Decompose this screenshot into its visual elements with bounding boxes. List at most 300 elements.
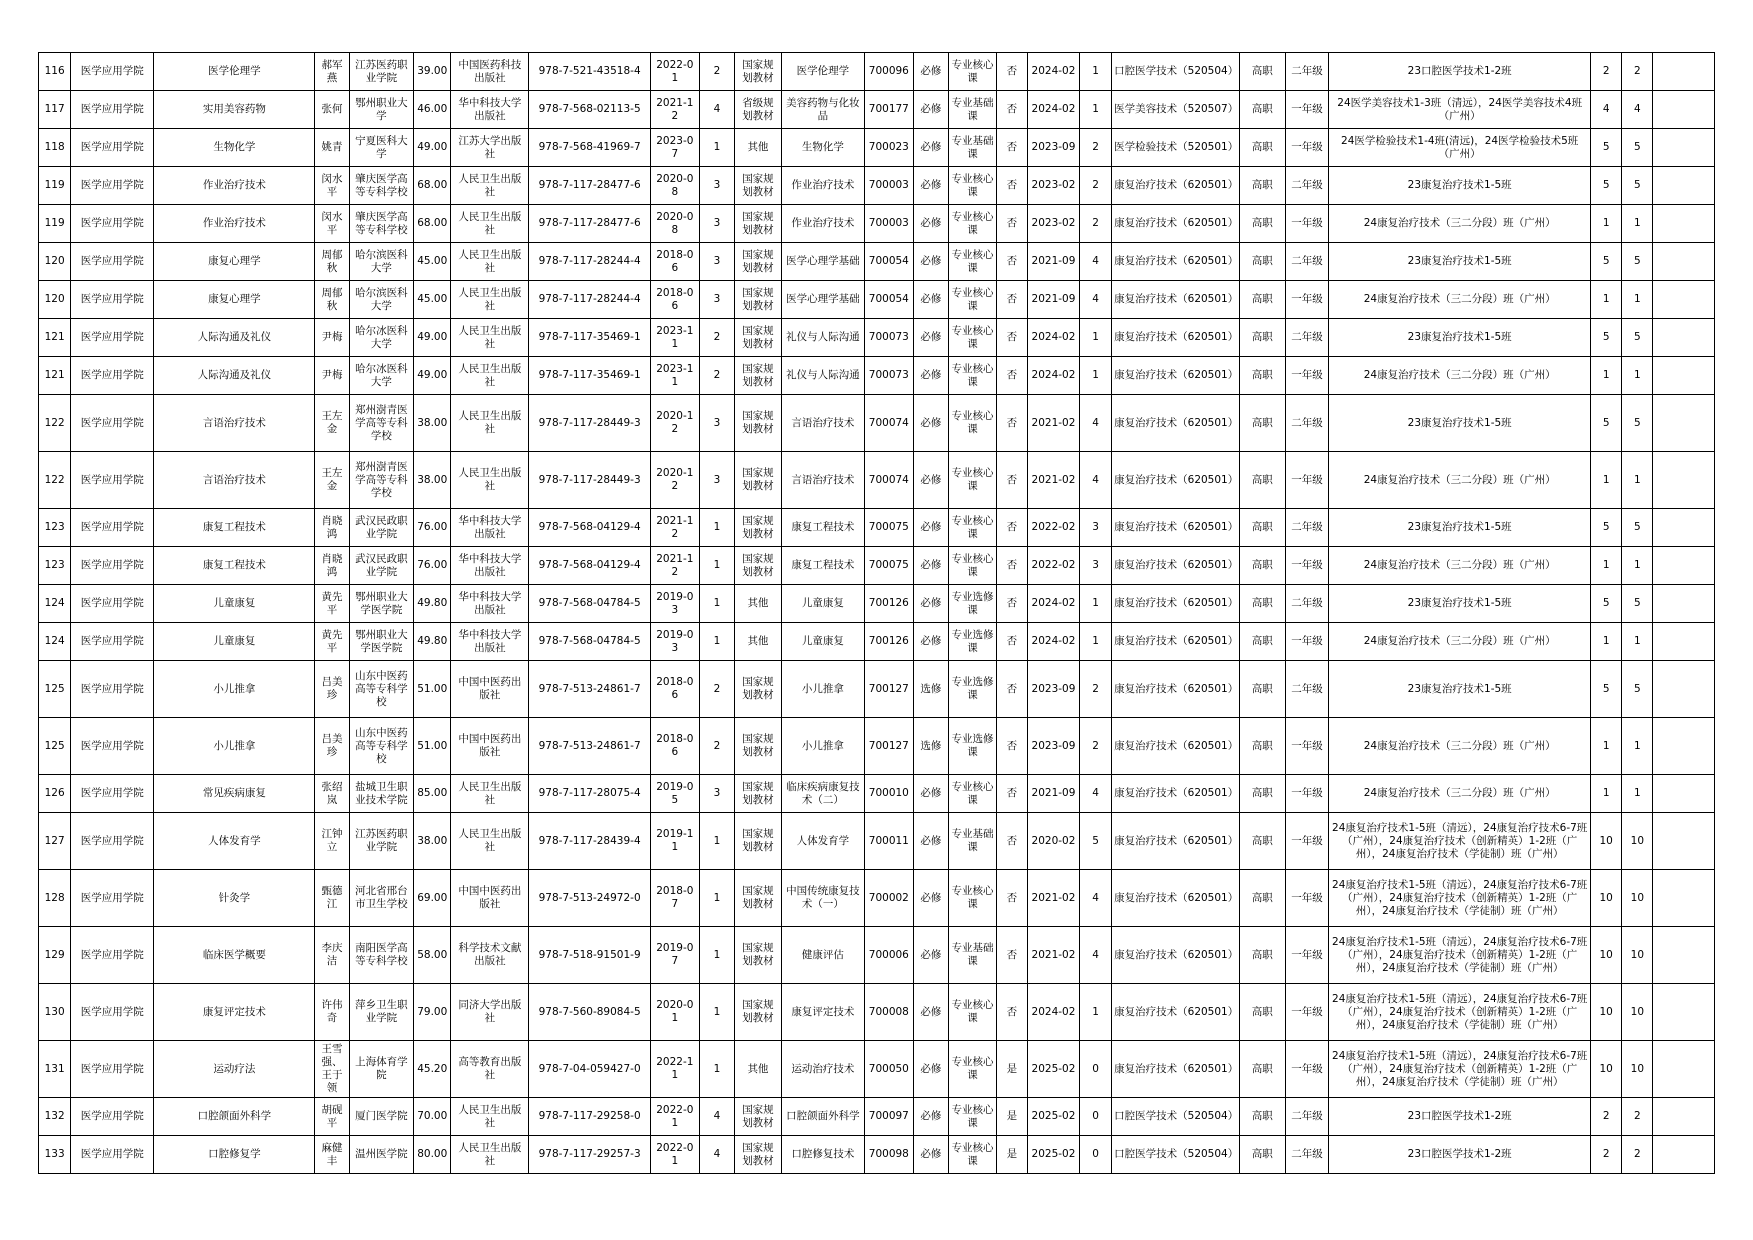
cell-years: 3 [1079,547,1111,585]
cell-college: 医学应用学院 [71,129,154,167]
cell-usedate: 2024-02 [1028,984,1080,1041]
cell-classes: 23康复治疗技术1-5班 [1329,395,1591,452]
cell-n2: 5 [1622,243,1653,281]
cell-price: 49.00 [414,357,451,395]
cell-booktype: 国家规划教材 [735,167,782,205]
cell-years: 1 [1079,585,1111,623]
cell-author: 黄先平 [315,623,349,661]
cell-blank [1653,205,1715,243]
cell-level: 高职 [1239,205,1285,243]
cell-major: 口腔医学技术（520504） [1112,1098,1240,1136]
cell-code: 700075 [864,509,913,547]
cell-isbn: 978-7-117-28244-4 [529,281,651,319]
cell-edition: 3 [699,395,734,452]
cell-no: 119 [39,167,71,205]
cell-college: 医学应用学院 [71,1136,154,1174]
cell-isbn: 978-7-568-04784-5 [529,623,651,661]
cell-category: 专业核心课 [949,357,997,395]
cell-level: 高职 [1239,509,1285,547]
cell-textbook: 口腔修复技术 [781,1136,864,1174]
cell-author: 王左金 [315,395,349,452]
table-row [39,509,1715,547]
table-row [39,319,1715,357]
cell-price: 76.00 [414,547,451,585]
cell-no: 127 [39,813,71,870]
cell-textbook: 小儿推拿 [781,661,864,718]
cell-usedate: 2023-09 [1028,129,1080,167]
cell-major: 医学检验技术（520501） [1112,129,1240,167]
cell-author: 尹梅 [315,357,349,395]
cell-author: 许伟奇 [315,984,349,1041]
cell-price: 58.00 [414,927,451,984]
cell-blank [1653,243,1715,281]
cell-n2: 10 [1622,1041,1653,1098]
cell-major: 口腔医学技术（520504） [1112,1136,1240,1174]
cell-major: 康复治疗技术（620501） [1112,813,1240,870]
cell-level: 高职 [1239,1098,1285,1136]
cell-flag: 否 [996,661,1027,718]
cell-no: 132 [39,1098,71,1136]
cell-req: 必修 [913,775,948,813]
cell-course: 临床医学概要 [154,927,315,984]
table-row [39,775,1715,813]
cell-booktype: 国家规划教材 [735,395,782,452]
cell-usedate: 2022-02 [1028,509,1080,547]
cell-req: 必修 [913,984,948,1041]
cell-n2: 10 [1622,813,1653,870]
cell-usedate: 2024-02 [1028,623,1080,661]
cell-n2: 10 [1622,927,1653,984]
cell-grade: 一年级 [1285,357,1329,395]
cell-major: 康复治疗技术（620501） [1112,452,1240,509]
cell-publisher: 人民卫生出版社 [451,281,529,319]
cell-category: 专业基础课 [949,91,997,129]
cell-classes: 24康复治疗技术（三二分段）班（广州） [1329,281,1591,319]
cell-n2: 1 [1622,357,1653,395]
cell-category: 专业核心课 [949,243,997,281]
cell-req: 必修 [913,870,948,927]
cell-edition: 2 [699,357,734,395]
cell-pubdate: 2022-11 [650,1041,699,1098]
cell-isbn: 978-7-117-28449-3 [529,395,651,452]
cell-category: 专业核心课 [949,205,997,243]
cell-author: 甄德江 [315,870,349,927]
cell-edition: 1 [699,813,734,870]
cell-grade: 一年级 [1285,91,1329,129]
cell-n2: 1 [1622,205,1653,243]
cell-no: 125 [39,718,71,775]
cell-grade: 一年级 [1285,813,1329,870]
cell-textbook: 礼仪与人际沟通 [781,357,864,395]
cell-years: 4 [1079,243,1111,281]
cell-category: 专业核心课 [949,53,997,91]
cell-college: 医学应用学院 [71,775,154,813]
cell-textbook: 临床疾病康复技术（二） [781,775,864,813]
cell-isbn: 978-7-560-89084-5 [529,984,651,1041]
cell-years: 1 [1079,984,1111,1041]
cell-price: 85.00 [414,775,451,813]
cell-level: 高职 [1239,718,1285,775]
table-row [39,167,1715,205]
cell-blank [1653,53,1715,91]
cell-college: 医学应用学院 [71,452,154,509]
cell-publisher: 人民卫生出版社 [451,813,529,870]
cell-course: 儿童康复 [154,585,315,623]
cell-author: 王左金 [315,452,349,509]
cell-pubdate: 2020-01 [650,984,699,1041]
cell-course: 作业治疗技术 [154,205,315,243]
cell-isbn: 978-7-568-04784-5 [529,585,651,623]
cell-category: 专业核心课 [949,167,997,205]
cell-publisher: 同济大学出版社 [451,984,529,1041]
cell-code: 700074 [864,452,913,509]
cell-category: 专业核心课 [949,452,997,509]
cell-course: 康复工程技术 [154,509,315,547]
cell-req: 必修 [913,509,948,547]
table-row [39,395,1715,452]
cell-pubdate: 2022-01 [650,53,699,91]
cell-publisher: 人民卫生出版社 [451,205,529,243]
cell-college: 医学应用学院 [71,661,154,718]
cell-booktype: 其他 [735,129,782,167]
cell-price: 45.20 [414,1041,451,1098]
cell-classes-text: 24康复治疗技术1-5班（清远），24康复治疗技术6-7班（广州），24康复治疗技术（创新精英）1-2班（广州），24康复治疗技术（学徒制）班（广州） [1332,935,1588,974]
cell-grade: 一年级 [1285,623,1329,661]
cell-n1: 1 [1591,205,1622,243]
cell-usedate: 2020-02 [1028,813,1080,870]
cell-unit: 郑州澍青医学高等专科学校 [349,452,413,509]
cell-edition: 1 [699,927,734,984]
cell-major: 康复治疗技术（620501） [1112,281,1240,319]
cell-n1: 1 [1591,775,1622,813]
cell-n1: 5 [1591,319,1622,357]
cell-course: 言语治疗技术 [154,395,315,452]
cell-textbook: 康复工程技术 [781,509,864,547]
cell-blank [1653,661,1715,718]
cell-pubdate: 2020-08 [650,205,699,243]
cell-flag: 否 [996,547,1027,585]
cell-n1: 4 [1591,91,1622,129]
cell-grade: 二年级 [1285,509,1329,547]
cell-classes-text: 24康复治疗技术1-5班（清远），24康复治疗技术6-7班（广州），24康复治疗技术（创新精英）1-2班（广州），24康复治疗技术（学徒制）班（广州） [1332,821,1588,860]
cell-blank [1653,927,1715,984]
cell-price: 45.00 [414,281,451,319]
cell-n2: 4 [1622,91,1653,129]
cell-years: 1 [1079,623,1111,661]
cell-booktype: 其他 [735,623,782,661]
cell-booktype: 国家规划教材 [735,984,782,1041]
cell-course: 康复心理学 [154,243,315,281]
cell-classes [1329,1041,1591,1098]
cell-n2: 2 [1622,1136,1653,1174]
cell-usedate: 2024-02 [1028,53,1080,91]
cell-usedate: 2023-02 [1028,167,1080,205]
cell-no: 119 [39,205,71,243]
cell-isbn: 978-7-513-24861-7 [529,718,651,775]
cell-unit: 宁夏医科大学 [349,129,413,167]
cell-author: 江钟立 [315,813,349,870]
cell-grade: 一年级 [1285,452,1329,509]
cell-booktype: 国家规划教材 [735,243,782,281]
cell-code: 700002 [864,870,913,927]
cell-grade: 二年级 [1285,661,1329,718]
cell-blank [1653,775,1715,813]
cell-author: 李庆洁 [315,927,349,984]
cell-author: 尹梅 [315,319,349,357]
cell-code: 700074 [864,395,913,452]
cell-years: 2 [1079,129,1111,167]
cell-req: 必修 [913,357,948,395]
cell-edition: 4 [699,1098,734,1136]
cell-n1: 1 [1591,452,1622,509]
cell-author: 黄先平 [315,585,349,623]
cell-n2: 1 [1622,623,1653,661]
cell-req: 必修 [913,585,948,623]
cell-code: 700003 [864,205,913,243]
cell-pubdate: 2018-06 [650,661,699,718]
cell-code: 700098 [864,1136,913,1174]
cell-flag: 否 [996,927,1027,984]
cell-n2: 5 [1622,319,1653,357]
cell-req: 必修 [913,623,948,661]
cell-edition: 3 [699,281,734,319]
cell-category: 专业核心课 [949,509,997,547]
cell-code: 700126 [864,623,913,661]
cell-flag: 否 [996,775,1027,813]
cell-flag: 否 [996,718,1027,775]
cell-major: 康复治疗技术（620501） [1112,167,1240,205]
cell-college: 医学应用学院 [71,91,154,129]
cell-grade: 二年级 [1285,1136,1329,1174]
cell-isbn: 978-7-117-29258-0 [529,1098,651,1136]
cell-booktype: 国家规划教材 [735,281,782,319]
cell-category: 专业核心课 [949,1098,997,1136]
cell-publisher: 人民卫生出版社 [451,357,529,395]
cell-n1: 5 [1591,243,1622,281]
table-row [39,1136,1715,1174]
cell-publisher: 华中科技大学出版社 [451,623,529,661]
cell-classes: 24康复治疗技术（三二分段）班（广州） [1329,623,1591,661]
cell-unit: 上海体育学院 [349,1041,413,1098]
cell-years: 3 [1079,509,1111,547]
cell-major: 康复治疗技术（620501） [1112,585,1240,623]
cell-flag: 否 [996,91,1027,129]
cell-category: 专业核心课 [949,870,997,927]
cell-major: 康复治疗技术（620501） [1112,661,1240,718]
cell-n2: 2 [1622,1098,1653,1136]
cell-level: 高职 [1239,585,1285,623]
cell-major: 康复治疗技术（620501） [1112,357,1240,395]
cell-classes: 23康复治疗技术1-5班 [1329,509,1591,547]
cell-req: 必修 [913,547,948,585]
cell-unit: 哈尔滨医科大学 [349,281,413,319]
cell-level: 高职 [1239,53,1285,91]
table-row [39,452,1715,509]
cell-college: 医学应用学院 [71,243,154,281]
cell-unit: 萍乡卫生职业学院 [349,984,413,1041]
cell-usedate: 2023-02 [1028,205,1080,243]
cell-classes: 23口腔医学技术1-2班 [1329,1098,1591,1136]
cell-course: 康复评定技术 [154,984,315,1041]
cell-isbn: 978-7-521-43518-4 [529,53,651,91]
cell-classes: 23康复治疗技术1-5班 [1329,319,1591,357]
cell-unit: 温州医学院 [349,1136,413,1174]
cell-years: 0 [1079,1136,1111,1174]
cell-level: 高职 [1239,452,1285,509]
cell-classes: 24医学检验技术1-4班(清远)，24医学检验技术5班（广州） [1329,129,1591,167]
cell-years: 4 [1079,775,1111,813]
cell-category: 专业选修课 [949,661,997,718]
cell-isbn: 978-7-117-28477-6 [529,205,651,243]
cell-college: 医学应用学院 [71,718,154,775]
cell-classes: 23康复治疗技术1-5班 [1329,243,1591,281]
cell-years: 2 [1079,661,1111,718]
cell-flag: 否 [996,395,1027,452]
cell-no: 123 [39,509,71,547]
cell-textbook: 生物化学 [781,129,864,167]
cell-course: 小儿推拿 [154,661,315,718]
cell-usedate: 2021-09 [1028,243,1080,281]
cell-college: 医学应用学院 [71,927,154,984]
cell-price: 51.00 [414,718,451,775]
cell-flag: 是 [996,1041,1027,1098]
cell-course: 运动疗法 [154,1041,315,1098]
cell-pubdate: 2018-06 [650,281,699,319]
cell-course: 小儿推拿 [154,718,315,775]
cell-publisher: 人民卫生出版社 [451,1098,529,1136]
cell-no: 131 [39,1041,71,1098]
cell-blank [1653,813,1715,870]
cell-college: 医学应用学院 [71,1098,154,1136]
cell-unit: 鄂州职业大学医学院 [349,623,413,661]
cell-category: 专业核心课 [949,547,997,585]
cell-flag: 否 [996,509,1027,547]
cell-pubdate: 2019-03 [650,585,699,623]
cell-edition: 1 [699,870,734,927]
cell-unit: 肇庆医学高等专科学校 [349,167,413,205]
cell-level: 高职 [1239,281,1285,319]
cell-course: 康复心理学 [154,281,315,319]
cell-publisher: 科学技术文献出版社 [451,927,529,984]
cell-textbook: 言语治疗技术 [781,395,864,452]
cell-grade: 一年级 [1285,927,1329,984]
cell-college: 医学应用学院 [71,984,154,1041]
cell-edition: 2 [699,718,734,775]
cell-college: 医学应用学院 [71,167,154,205]
cell-booktype: 国家规划教材 [735,53,782,91]
cell-booktype: 国家规划教材 [735,319,782,357]
cell-category: 专业选修课 [949,718,997,775]
cell-publisher: 人民卫生出版社 [451,1136,529,1174]
cell-n1: 1 [1591,623,1622,661]
table-row [39,357,1715,395]
cell-req: 选修 [913,661,948,718]
cell-unit: 哈尔滨医科大学 [349,243,413,281]
table-row [39,870,1715,927]
cell-code: 700126 [864,585,913,623]
cell-edition: 3 [699,775,734,813]
cell-pubdate: 2023-11 [650,319,699,357]
cell-classes: 24医学美容技术1-3班（清远），24医学美容技术4班（广州） [1329,91,1591,129]
cell-req: 必修 [913,395,948,452]
cell-code: 700008 [864,984,913,1041]
cell-n1: 10 [1591,927,1622,984]
cell-code: 700010 [864,775,913,813]
cell-flag: 否 [996,53,1027,91]
cell-level: 高职 [1239,1136,1285,1174]
cell-isbn: 978-7-117-28244-4 [529,243,651,281]
cell-course: 常见疾病康复 [154,775,315,813]
cell-publisher: 高等教育出版社 [451,1041,529,1098]
cell-textbook: 人体发育学 [781,813,864,870]
cell-category: 专业基础课 [949,813,997,870]
cell-unit: 鄂州职业大学医学院 [349,585,413,623]
cell-level: 高职 [1239,91,1285,129]
cell-isbn: 978-7-117-28449-3 [529,452,651,509]
cell-classes-text: 24康复治疗技术1-5班（清远），24康复治疗技术6-7班（广州），24康复治疗技术（创新精英）1-2班（广州），24康复治疗技术（学徒制）班（广州） [1332,1049,1588,1088]
cell-n2: 10 [1622,870,1653,927]
cell-unit: 盐城卫生职业技术学院 [349,775,413,813]
cell-grade: 一年级 [1285,547,1329,585]
cell-blank [1653,547,1715,585]
cell-level: 高职 [1239,395,1285,452]
cell-grade: 二年级 [1285,53,1329,91]
cell-grade: 一年级 [1285,129,1329,167]
cell-n2: 5 [1622,509,1653,547]
cell-publisher: 江苏大学出版社 [451,129,529,167]
cell-grade: 一年级 [1285,281,1329,319]
cell-blank [1653,281,1715,319]
cell-author: 肖晓鸿 [315,509,349,547]
cell-flag: 否 [996,129,1027,167]
cell-flag: 否 [996,319,1027,357]
cell-n2: 5 [1622,661,1653,718]
cell-unit: 郑州澍青医学高等专科学校 [349,395,413,452]
cell-college: 医学应用学院 [71,547,154,585]
cell-grade: 二年级 [1285,167,1329,205]
cell-category: 专业核心课 [949,395,997,452]
cell-author: 周郁秋 [315,281,349,319]
cell-pubdate: 2023-11 [650,357,699,395]
cell-code: 700073 [864,319,913,357]
cell-req: 必修 [913,1136,948,1174]
cell-grade: 一年级 [1285,718,1329,775]
cell-isbn: 978-7-568-04129-4 [529,509,651,547]
cell-price: 45.00 [414,243,451,281]
cell-years: 1 [1079,91,1111,129]
cell-code: 700075 [864,547,913,585]
cell-major: 康复治疗技术（620501） [1112,984,1240,1041]
cell-price: 38.00 [414,395,451,452]
cell-course: 言语治疗技术 [154,452,315,509]
cell-major: 口腔医学技术（520504） [1112,53,1240,91]
cell-years: 4 [1079,927,1111,984]
cell-booktype: 国家规划教材 [735,927,782,984]
cell-pubdate: 2019-07 [650,927,699,984]
cell-author: 闵水平 [315,167,349,205]
cell-publisher: 中国中医药出版社 [451,870,529,927]
cell-years: 1 [1079,53,1111,91]
cell-no: 124 [39,585,71,623]
cell-flag: 否 [996,870,1027,927]
cell-edition: 1 [699,1041,734,1098]
cell-pubdate: 2018-06 [650,243,699,281]
cell-blank [1653,509,1715,547]
cell-req: 必修 [913,205,948,243]
cell-n2: 1 [1622,452,1653,509]
cell-code: 700023 [864,129,913,167]
cell-textbook: 小儿推拿 [781,718,864,775]
